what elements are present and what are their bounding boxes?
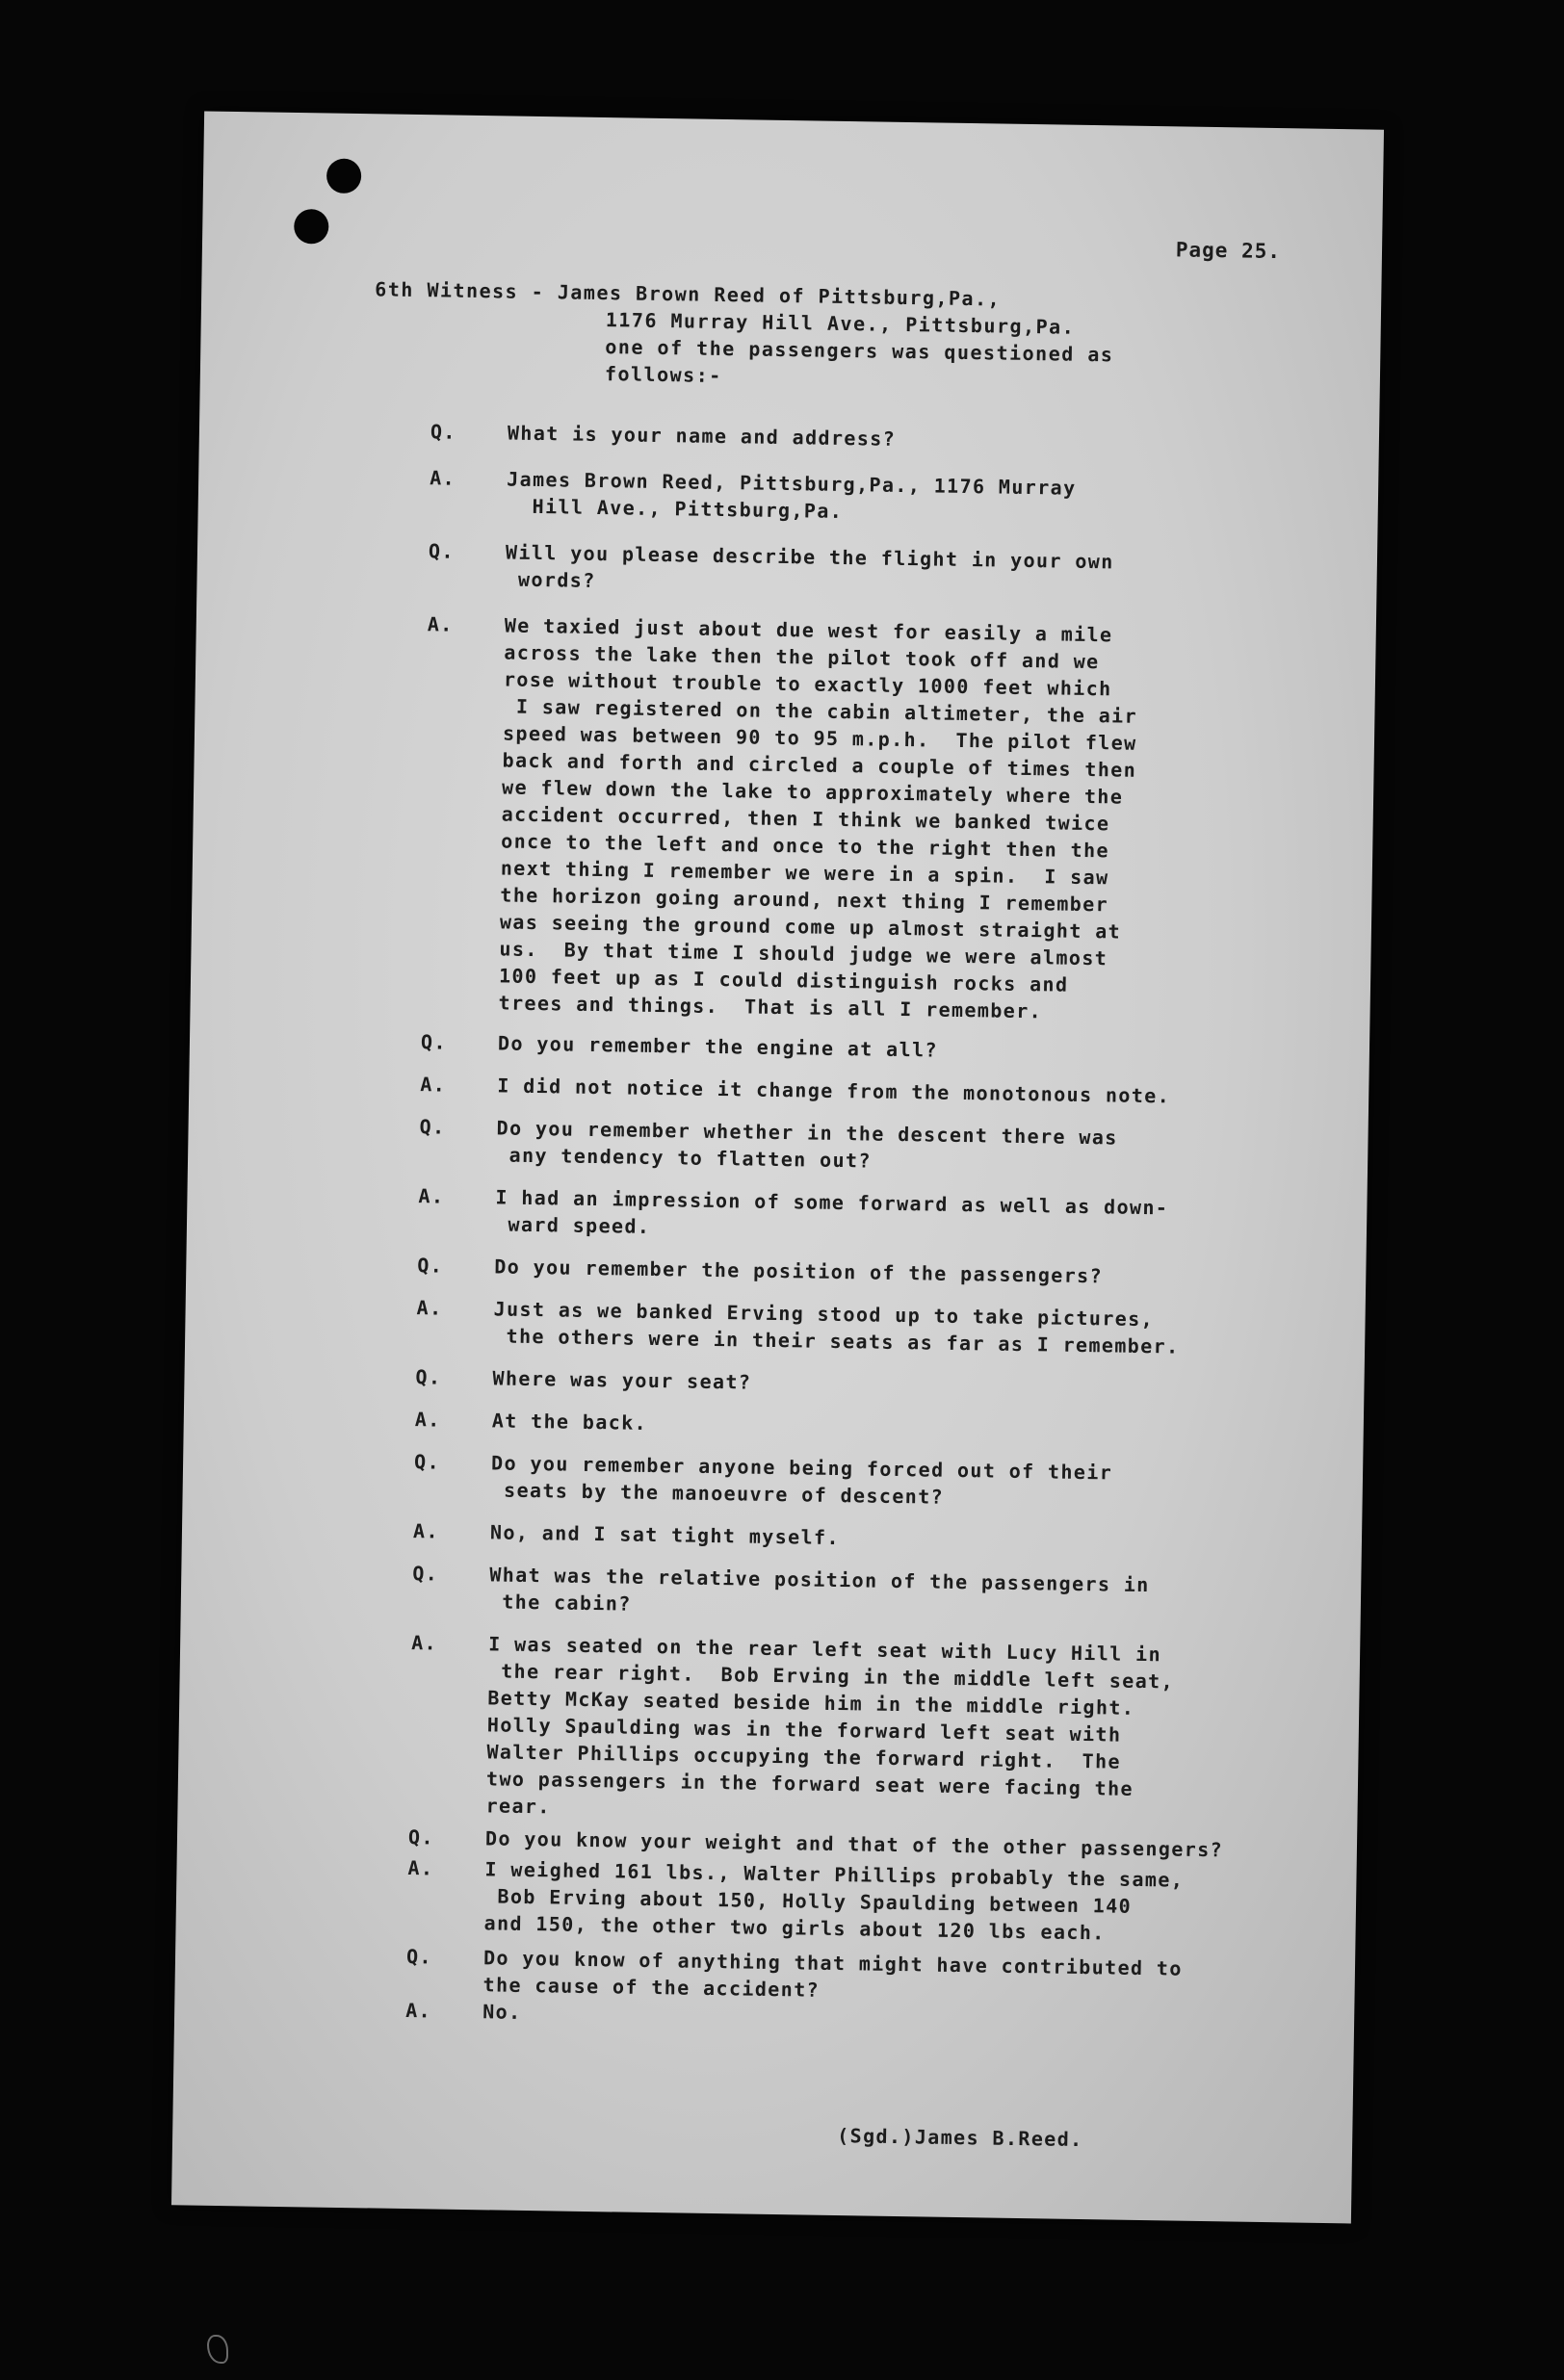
question-answer-list bbox=[405, 418, 1316, 2037]
question-text: Do you remember the position of the passengers? bbox=[494, 1255, 1104, 1288]
question-text: Do you know of anything that might have contributed to the cause of the accident? bbox=[482, 1946, 1183, 2002]
punch-hole bbox=[326, 159, 362, 194]
question-row bbox=[419, 1113, 1306, 1180]
qa-marker: Q. bbox=[428, 539, 456, 563]
witness-line: 1176 Murray Hill Ave., Pittsburg,Pa. bbox=[605, 308, 1076, 339]
qa-marker: Q. bbox=[417, 1254, 444, 1278]
question-row bbox=[428, 537, 1315, 605]
answer-text: I had an impression of some forward as well as down- ward speed. bbox=[494, 1185, 1169, 1238]
answer-row bbox=[420, 1071, 1306, 1111]
qa-marker: A. bbox=[412, 1519, 440, 1543]
qa-marker: Q. bbox=[419, 1115, 446, 1139]
qa-marker: A. bbox=[416, 1296, 443, 1320]
witness-line: 6th Witness - James Brown Reed of Pittsburg,Pa., bbox=[375, 277, 1002, 311]
answer-text: Just as we banked Erving stood up to take pictures, the others were in their seats as far as I remember. bbox=[493, 1297, 1180, 1358]
qa-marker: A. bbox=[407, 1856, 434, 1880]
qa-marker: A. bbox=[427, 612, 454, 636]
qa-marker: Q. bbox=[412, 1562, 439, 1586]
answer-text: I did not notice it change from the monotonous note. bbox=[497, 1074, 1171, 1108]
witness-line: one of the passengers was questioned as bbox=[605, 335, 1114, 367]
qa-marker: Q. bbox=[420, 1030, 448, 1054]
qa-marker: Q. bbox=[407, 1825, 435, 1850]
answer-text: No. bbox=[482, 2000, 522, 2024]
answer-text: At the back. bbox=[491, 1409, 648, 1435]
question-text: Do you remember the engine at all? bbox=[497, 1031, 939, 1062]
qa-marker: A. bbox=[420, 1073, 447, 1097]
qa-marker: Q. bbox=[415, 1365, 442, 1389]
question-row bbox=[413, 1448, 1300, 1515]
qa-marker: A. bbox=[411, 1631, 438, 1655]
qa-marker: A. bbox=[405, 1999, 432, 2023]
witness-header bbox=[374, 275, 1300, 398]
answer-text: James Brown Reed, Pittsburg,Pa., 1176 Murray Hill Ave., Pittsburg,Pa. bbox=[506, 467, 1077, 523]
qa-marker: A. bbox=[430, 466, 456, 490]
answer-text: I was seated on the rear left seat with Lucy Hill in the rear right. Bob Erving in the middle left seat, Betty McKay seated beside him in the middle right. Holly Spaulding was in the forward left seat with Walter Phillips occupying the forward right. The two passengers in the forward seat were facing the rear. bbox=[485, 1632, 1175, 1819]
answer-row bbox=[415, 1406, 1301, 1446]
qa-marker: A. bbox=[414, 1408, 441, 1432]
question-row bbox=[430, 418, 1316, 458]
qa-marker: A. bbox=[418, 1184, 445, 1208]
answer-text: I weighed 161 lbs., Walter Phillips probably the same, Bob Erving about 150, Holly Spaulding between 140 and 150, the other two girls about 120 lbs each. bbox=[483, 1857, 1185, 1945]
question-row bbox=[412, 1560, 1299, 1627]
question-text: Where was your seat? bbox=[492, 1366, 752, 1394]
question-row bbox=[415, 1363, 1301, 1404]
question-text: Do you remember anyone being forced out of their seats by the manoeuvre of descent? bbox=[490, 1451, 1113, 1509]
film-mark bbox=[207, 2335, 228, 2364]
answer-row bbox=[418, 1182, 1305, 1250]
question-text: Will you please describe the flight in your own words? bbox=[505, 540, 1114, 592]
answer-row bbox=[421, 610, 1313, 1028]
document-page bbox=[171, 112, 1384, 2224]
question-row bbox=[417, 1252, 1303, 1292]
answer-row bbox=[416, 1294, 1303, 1361]
question-text: What is your name and address? bbox=[507, 421, 897, 451]
page-number: Page 25. bbox=[1175, 238, 1282, 264]
answer-text: We taxied just about due west for easily a mile across the lake then the pilot took off and we rose without trouble to exactly 1000 feet which I saw registered on the cabin altimeter, the air speed was between 90 to 95 m.p.h. The pilot flew back and forth and circled a couple of times then we flew down the lake to approximately where the accident occurred, then I think we banked twice once to the left and once to the right then the next thing I remember we were in a spin. I saw the horizon going around, next thing I remember was seeing the ground come up almost straight at us. By that time I should judge we were almost 100 feet up as I could distinguish rocks and trees and things. That is all I remember. bbox=[498, 613, 1138, 1023]
answer-row bbox=[408, 1629, 1297, 1831]
answer-row bbox=[406, 1854, 1293, 1949]
signature: (Sgd.)James B.Reed. bbox=[837, 2124, 1083, 2152]
witness-line: follows:- bbox=[604, 362, 722, 387]
question-text: Do you know your weight and that of the other passengers? bbox=[484, 1826, 1224, 1862]
answer-row bbox=[413, 1517, 1299, 1558]
qa-marker: Q. bbox=[405, 1945, 433, 1969]
qa-marker: Q. bbox=[413, 1450, 441, 1474]
punch-hole bbox=[294, 209, 329, 245]
question-row bbox=[421, 1028, 1307, 1069]
answer-row bbox=[430, 464, 1316, 531]
answer-text: No, and I sat tight myself. bbox=[489, 1520, 841, 1550]
qa-marker: Q. bbox=[430, 420, 457, 444]
question-text: What was the relative position of the passengers in the cabin? bbox=[488, 1563, 1150, 1616]
question-text: Do you remember whether in the descent there was any tendency to flatten out? bbox=[495, 1116, 1118, 1173]
